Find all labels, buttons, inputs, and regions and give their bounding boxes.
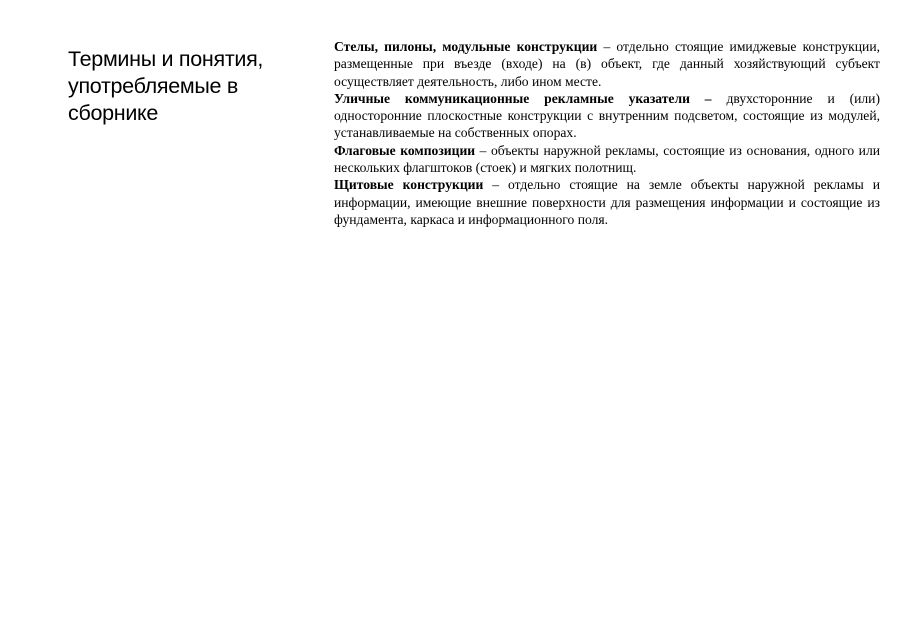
term-entry-billboards: [334, 176, 880, 228]
term-definition: двухсторонние и (или) односторонние плоскостные конструкции с внутренним подсветом, состоящие из модулей, устанавливаемые на собственных опорах.: [334, 90, 880, 141]
term-name: Стелы, пилоны, модульные конструкции: [334, 39, 598, 54]
term-name: Уличные коммуникационные рекламные указатели –: [334, 90, 712, 106]
term-definition: – отдельно стоящие на земле объекты наружной рекламы и информации, имеющие внешние поверхности для размещения информации и состоящие из фундамента, каркаса и информационного поля.: [334, 177, 880, 227]
term-name: Флаговые композиции: [334, 142, 476, 158]
term-name: Щитовые конструкции: [334, 177, 484, 193]
section-heading: Термины и понятия, употребляемые в сборнике: [68, 47, 264, 125]
term-entry-flag-compositions: [334, 142, 880, 177]
term-definition: – объекты наружной рекламы, состоящие из основания, одного или нескольких флагштоков (стоек) и мягких полотнищ.: [334, 142, 880, 176]
term-entry-street-signs: [334, 90, 880, 142]
term-entry-stelae: [334, 38, 880, 90]
term-definition: – отдельно стоящие имиджевые конструкции, размещенные при въезде (входе) на (в) объект, где данный хозяйствующий субъект осуществляет деятельность, либо ином месте.: [334, 39, 880, 89]
terms-list: [334, 38, 880, 228]
